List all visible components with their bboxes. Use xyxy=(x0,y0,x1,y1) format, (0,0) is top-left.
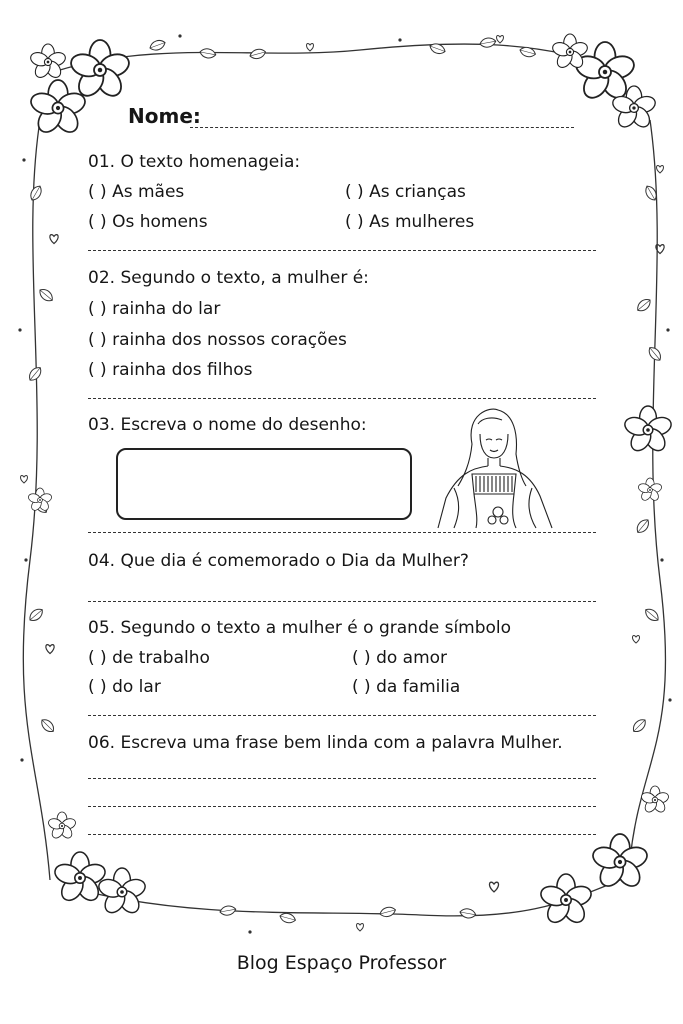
name-write-line[interactable] xyxy=(190,127,574,128)
q5-option-amor[interactable]: ( ) do amor xyxy=(352,648,448,668)
q1-option-criancas[interactable]: ( ) As crianças xyxy=(345,182,466,202)
question-2-title: 02. Segundo o texto, a mulher é: xyxy=(88,268,369,288)
q6-answer-line-3[interactable] xyxy=(88,834,596,835)
q5-option-lar[interactable]: ( ) do lar xyxy=(88,677,161,697)
divider xyxy=(88,715,596,716)
q6-answer-line-1[interactable] xyxy=(88,778,596,779)
q1-option-mulheres[interactable]: ( ) As mulheres xyxy=(345,212,475,232)
question-5-title: 05. Segundo o texto a mulher é o grande símbolo xyxy=(88,618,512,638)
woman-drawing-icon xyxy=(432,404,556,530)
q5-option-familia[interactable]: ( ) da familia xyxy=(352,677,461,697)
divider xyxy=(88,398,596,399)
q2-option-lar[interactable]: ( ) rainha do lar xyxy=(88,299,221,319)
question-3-title: 03. Escreva o nome do desenho: xyxy=(88,415,367,435)
name-label: Nome: xyxy=(128,104,201,128)
q5-option-trabalho[interactable]: ( ) de trabalho xyxy=(88,648,210,668)
q1-option-homens[interactable]: ( ) Os homens xyxy=(88,212,208,232)
question-6-title: 06. Escreva uma frase bem linda com a palavra Mulher. xyxy=(88,733,563,753)
question-4-title: 04. Que dia é comemorado o Dia da Mulher? xyxy=(88,551,469,571)
divider xyxy=(88,532,596,533)
drawing-name-answer-box[interactable] xyxy=(116,448,412,520)
q1-option-maes[interactable]: ( ) As mães xyxy=(88,182,185,202)
footer-blog-name: Blog Espaço Professor xyxy=(236,952,447,974)
divider xyxy=(88,250,596,251)
q4-answer-line[interactable] xyxy=(88,601,596,602)
q6-answer-line-2[interactable] xyxy=(88,806,596,807)
q2-option-coracoes[interactable]: ( ) rainha dos nossos corações xyxy=(88,330,347,350)
question-1-title: 01. O texto homenageia: xyxy=(88,152,301,172)
q2-option-filhos[interactable]: ( ) rainha dos filhos xyxy=(88,360,253,380)
